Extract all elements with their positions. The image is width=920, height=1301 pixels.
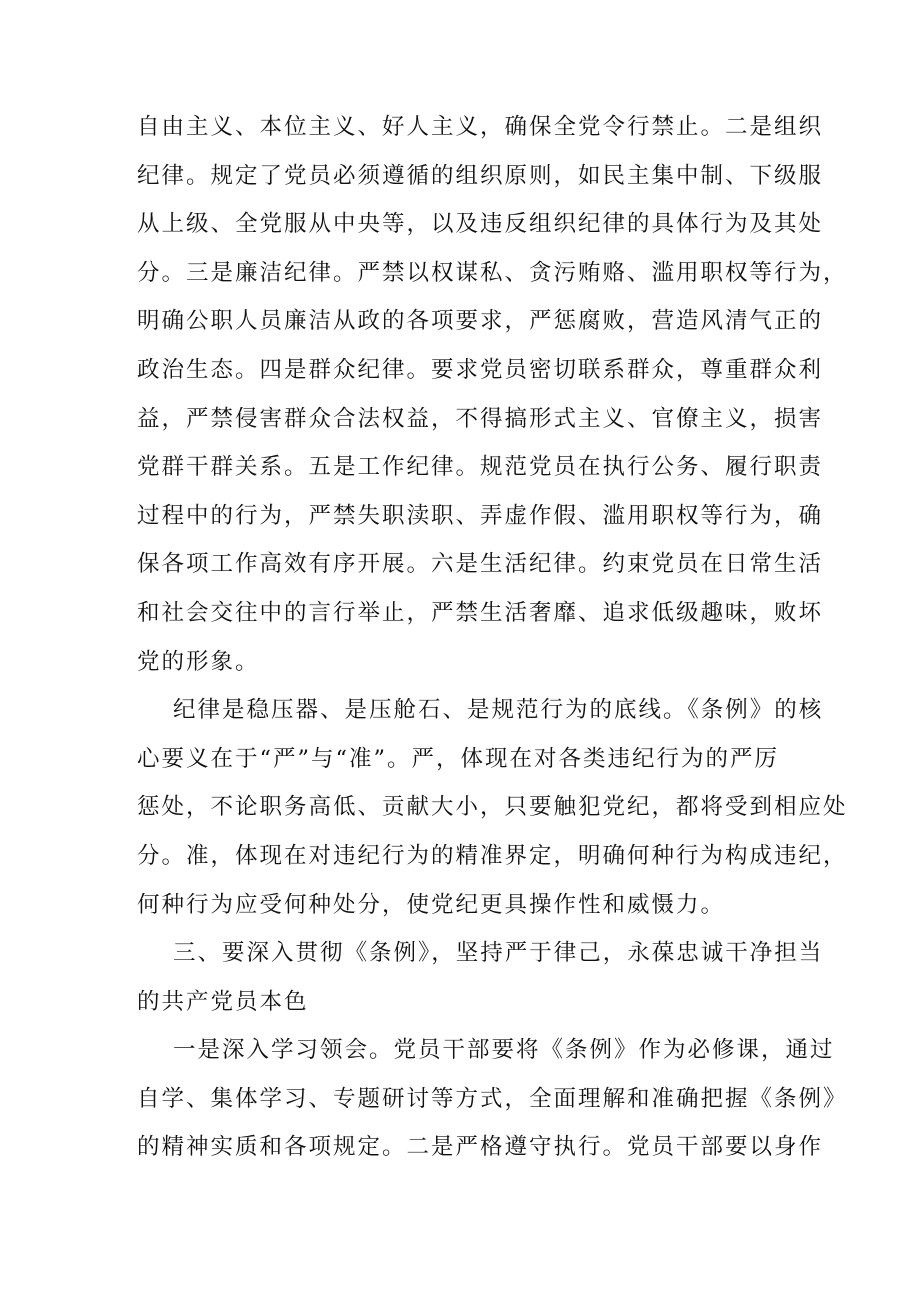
text-line: 保各项工作高效有序开展。六是生活纪律。约束党员在日常生活 [137,551,824,578]
text-line: 自学、集体学习、专题研讨等方式，全面理解和准确把握《条例》 [137,1085,848,1112]
text-line: 过程中的行为，严禁失职渎职、弄虚作假、滥用职权等行为，确 [137,502,824,529]
text-line: 何种行为应受何种处分，使党纪更具操作性和威慑力。 [137,891,726,918]
text-line: 党的形象。 [137,648,260,675]
text-line: 政治生态。四是群众纪律。要求党员密切联系群众，尊重群众利 [137,356,824,383]
text-line: 纪律。规定了党员必须遵循的组织原则，如民主集中制、下级服 [137,162,824,189]
section-heading-line: 的共产党员本色 [137,988,309,1015]
body-text [137,103,848,1172]
text-line: 的精神实质和各项规定。二是严格遵守执行。党员干部要以身作 [137,1134,824,1161]
text-line: 和社会交往中的言行举止，严禁生活奢靡、追求低级趣味，败坏 [137,599,824,626]
text-line: 明确公职人员廉洁从政的各项要求，严惩腐败，营造风清气正的 [137,308,824,335]
paragraph-start-line: 纪律是稳压器、是压舱石、是规范行为的底线。《条例》的核 [173,697,824,724]
text-line: 益，严禁侵害群众合法权益，不得搞形式主义、官僚主义，损害 [137,405,824,432]
paragraph-start-line: 一是深入学习领会。党员干部要将《条例》作为必修课，通过 [173,1037,835,1064]
text-line: 党群干群关系。五是工作纪律。规范党员在执行公务、履行职责 [137,454,824,481]
text-line: 惩处，不论职务高低、贡献大小，只要触犯党纪，都将受到相应处 [137,794,848,821]
section-heading-line: 三、要深入贯彻《条例》，坚持严于律己，永葆忠诚干净担当 [173,940,824,967]
text-line: 分。三是廉洁纪律。严禁以权谋私、贪污贿赂、滥用职权等行为， [137,259,848,286]
text-line: 心要义在于“严”与“准”。严，体现在对各类违纪行为的严厉 [137,745,780,772]
text-line: 从上级、全党服从中央等，以及违反组织纪律的具体行为及其处 [137,211,824,238]
text-line: 自由主义、本位主义、好人主义，确保全党令行禁止。二是组织 [137,114,824,140]
text-line: 分。准，体现在对违纪行为的精准界定，明确何种行为构成违纪， [137,842,848,869]
